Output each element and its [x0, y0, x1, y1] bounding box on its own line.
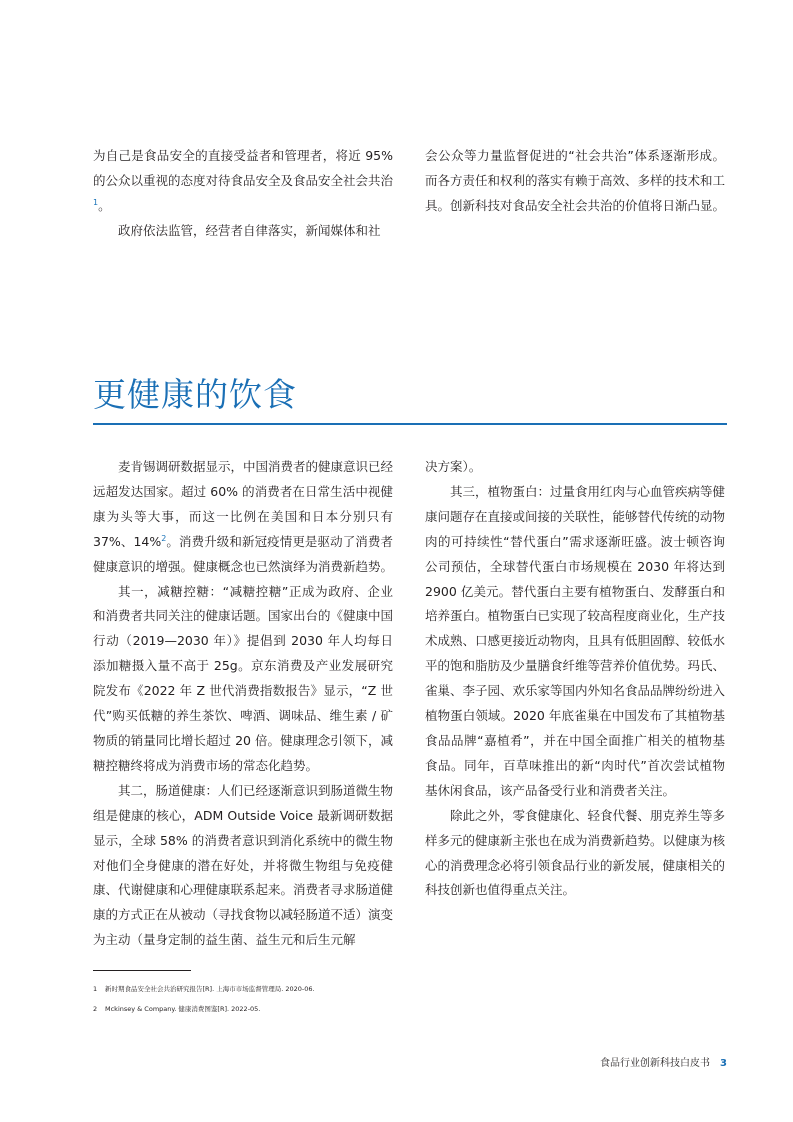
- section-title: 更健康的饮食: [93, 375, 297, 414]
- footnote-ref-1[interactable]: 1: [93, 197, 99, 207]
- page-footer: [600, 1057, 727, 1071]
- footnote-ref-2[interactable]: 2: [161, 533, 167, 543]
- footnote-1: 1 新时期食品安全社会共治研究报告[R]. 上海市市场监督管理局. 2020-06.: [93, 985, 315, 993]
- body-left-paragraph-2: 其一，减糖控糖：“减糖控糖”正成为政府、企业和消费者共同关注的健康话题。国家出台的《健康中国行动（2019—2030 年）》提倡到 2030 年人均每日添加糖摄入量不高于 25g。京东消费及产业发展研究院发布《2022 年 Z 世代消费指数报告》显示，“Z 世代”购买低糖的养生茶饮、啤酒、调味品、维生素 / 矿物质的销量同比增长超过 20 倍。健康理念引领下，减糖控糖终将成为消费市场的常态化趋势。: [93, 583, 394, 773]
- body-left-paragraph-3: 其二，肠道健康：人们已经逐渐意识到肠道微生物组是健康的核心，ADM Outside Voice 最新调研数据显示，全球 58% 的消费者意识到消化系统中的微生物对他们全身健康的潜在好处，并将微生物组与免疫健康、代谢健康和心理健康联系起来。消费者寻求肠道健康的方式正在从被动（寻找食物以减轻肠道不适）演变为主动（量身定制的益生菌、益生元和后生元解: [93, 782, 394, 948]
- page-number: 3: [720, 1058, 727, 1069]
- top-left-paragraph-1: 为自己是食品安全的直接受益者和管理者，将近 95% 的公众以重视的态度对待食品安全及食品安全社会共治$^1$。: [93, 148, 394, 213]
- body-right-paragraph-1: 决方案）。: [425, 459, 482, 474]
- body-right-column: [425, 455, 725, 903]
- body-left-paragraph-1: 麦肯锡调研数据显示，中国消费者的健康意识已经远超发达国家。超过 60% 的消费者在日常生活中视健康为头等大事，而这一比例在美国和日本分别只有 37%、14%$^2$。消费升级和新冠疫情更是驱动了消费者健康意识的增强。健康概念也已然演绎为消费新趋势。: [93, 459, 394, 574]
- body-left-column: [93, 455, 393, 953]
- top-right-column: [425, 144, 725, 219]
- footnotes: [93, 979, 513, 1019]
- top-right-paragraph-1: 会公众等力量监督促进的“社会共治”体系逐渐形成。而各方责任和权利的落实有赖于高效、多样的技术和工具。创新科技对食品安全社会共治的价值将日渐凸显。: [425, 148, 726, 213]
- section-title-rule: [93, 423, 727, 425]
- footnote-2: 2 Mckinsey & Company. 健康消费图鉴[R]. 2022-05.: [93, 1005, 261, 1013]
- top-left-column: [93, 144, 393, 244]
- body-right-paragraph-2: 其三，植物蛋白：过量食用红肉与心血管疾病等健康问题存在直接或间接的关联性，能够替代传统的动物肉的可持续性“替代蛋白”需求逐渐旺盛。波士顿咨询公司预估，全球替代蛋白市场规模在 2030 年将达到 2900 亿美元。替代蛋白主要有植物蛋白、发酵蛋白和培养蛋白。植物蛋白已实现了较高程度商业化，生产技术成熟、口感更接近动物肉，且具有低胆固醇、较低水平的饱和脂肪及少量膳食纤维等营养价值优势。玛氏、雀巢、李子园、欢乐家等国内外知名食品品牌纷纷进入植物蛋白领域。2020 年底雀巢在中国发布了其植物基食品品牌“嘉植肴”，并在中国全面推广相关的植物基食品。同年，百草味推出的新“肉时代”首次尝试植物基休闲食品，该产品备受行业和消费者关注。: [425, 483, 726, 798]
- footnote-rule: [93, 970, 191, 971]
- body-right-paragraph-3: 除此之外，零食健康化、轻食代餐、朋克养生等多样多元的健康新主张也在成为消费新趋势。以健康为核心的消费理念必将引领食品行业的新发展，健康相关的科技创新也值得重点关注。: [425, 807, 726, 898]
- footer-label: 食品行业创新科技白皮书: [600, 1058, 711, 1069]
- top-left-paragraph-2: 政府依法监管，经营者自律落实，新闻媒体和社: [118, 222, 381, 238]
